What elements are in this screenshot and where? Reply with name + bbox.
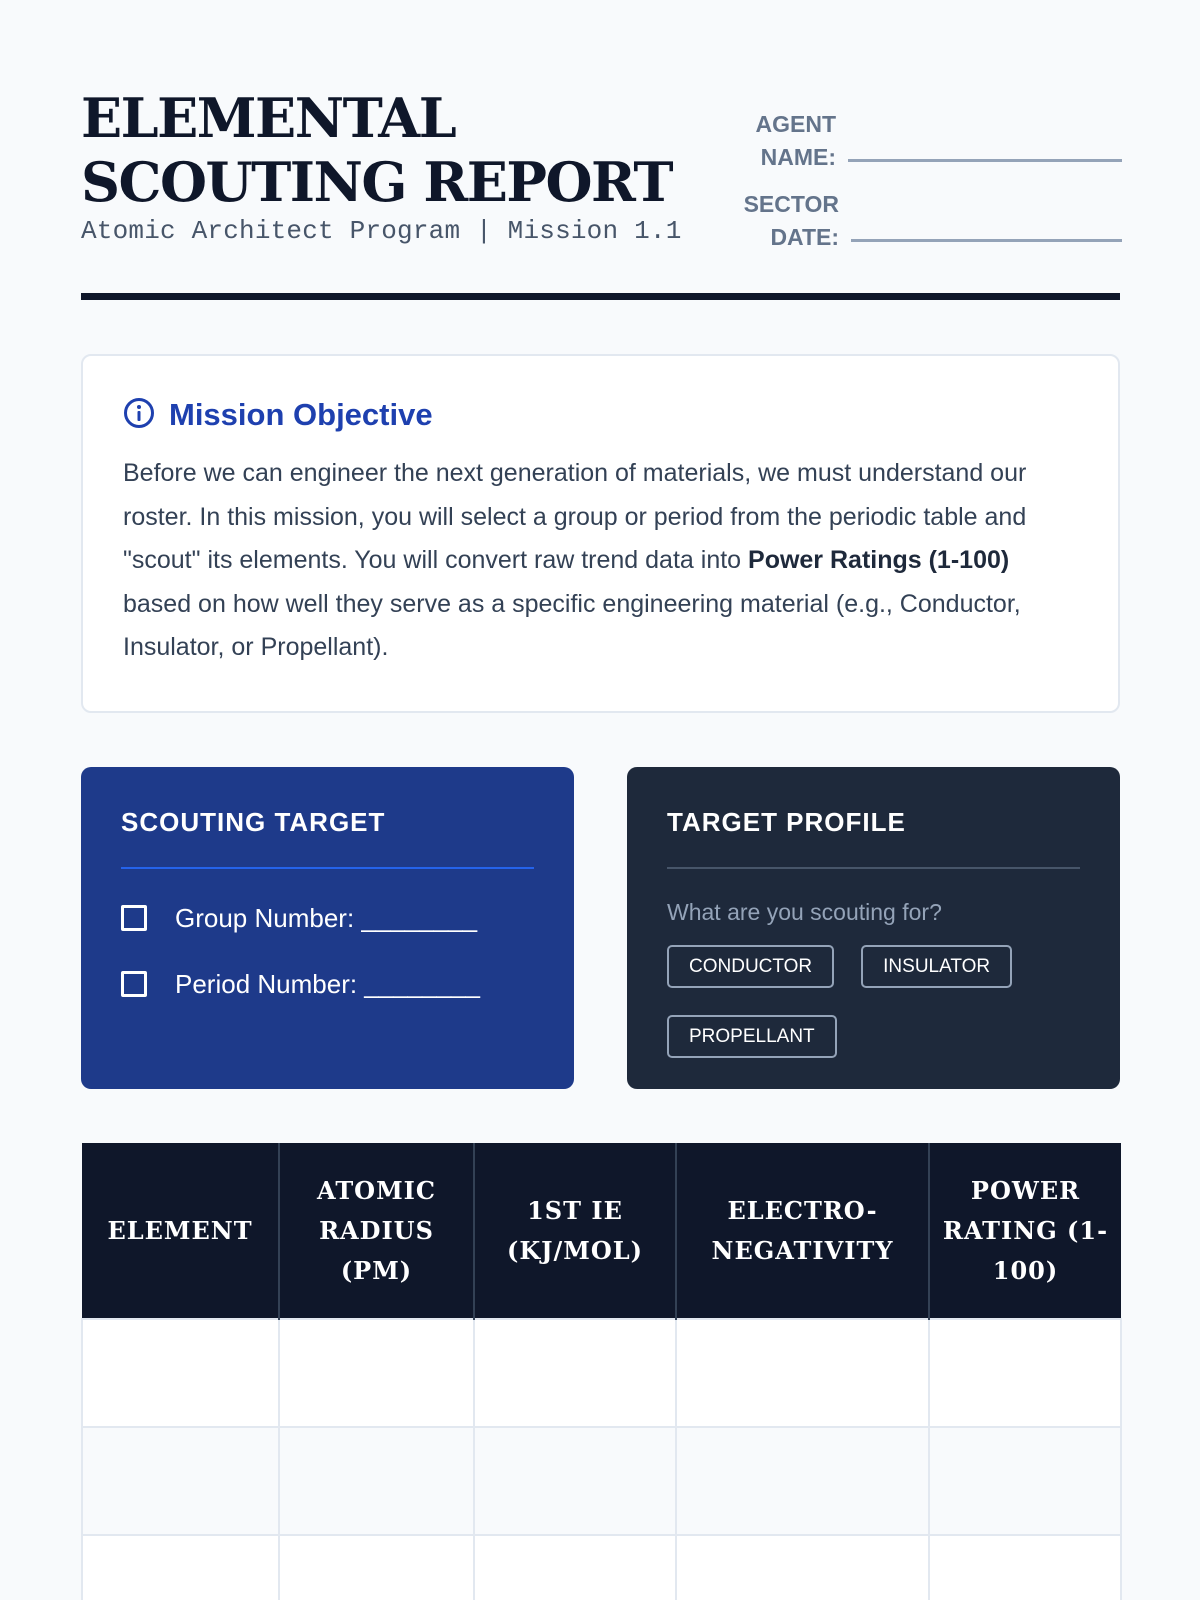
page-title bbox=[81, 86, 721, 214]
profile-chip-group bbox=[667, 945, 1087, 1085]
objective-heading bbox=[123, 392, 1078, 438]
table-cell[interactable] bbox=[82, 1535, 279, 1600]
table-cell[interactable] bbox=[279, 1535, 474, 1600]
table-cell[interactable] bbox=[82, 1319, 279, 1427]
power-rating-column-header: POWER RATING (1-100) bbox=[929, 1143, 1121, 1319]
table-cell[interactable] bbox=[279, 1427, 474, 1535]
objective-text: Before we can engineer the next generation of materials, we must understand our roster. In this mission, you will select a group or period from the periodic table and "scout" its elements. You will convert raw trend data into Power Ratings (1-100) based on how well they serve as a specific engineering material (e.g., Conductor, Insulator, or Propellant). bbox=[123, 459, 1027, 661]
electronegativity-column-header: ELECTRO- NEGATIVITY bbox=[676, 1143, 929, 1319]
group-number-option bbox=[121, 903, 534, 933]
scouting-report-page bbox=[81, 0, 1120, 1285]
mission-objective-card bbox=[81, 354, 1120, 713]
sector-date-line[interactable] bbox=[851, 239, 1122, 242]
table-cell[interactable] bbox=[929, 1319, 1121, 1427]
title-line-2: SCOUTING REPORT bbox=[81, 150, 673, 214]
agent-name-field bbox=[736, 108, 1122, 174]
scouting-target-card bbox=[81, 767, 574, 1089]
propellant-chip[interactable]: PROPELLANT bbox=[667, 1015, 837, 1058]
table-cell[interactable] bbox=[676, 1427, 929, 1535]
table-cell[interactable] bbox=[474, 1427, 676, 1535]
period-number-checkbox[interactable] bbox=[121, 971, 147, 997]
conductor-chip[interactable]: CONDUCTOR bbox=[667, 945, 834, 988]
table-row bbox=[82, 1535, 1121, 1600]
atomic-radius-column-header: ATOMIC RADIUS (PM) bbox=[279, 1143, 474, 1319]
scouting-table bbox=[81, 1143, 1120, 1600]
table-cell[interactable] bbox=[474, 1319, 676, 1427]
sector-date-field bbox=[736, 188, 1122, 254]
group-number-label: Group Number: ________ bbox=[175, 902, 478, 933]
agent-name-label: AGENT NAME: bbox=[755, 111, 836, 170]
target-profile-card bbox=[627, 767, 1120, 1089]
report-header bbox=[81, 0, 1120, 302]
table-row bbox=[82, 1427, 1121, 1535]
period-number-option bbox=[121, 969, 534, 999]
agent-name-line[interactable] bbox=[848, 159, 1122, 162]
page-subtitle: Atomic Architect Program | Mission 1.1 bbox=[81, 216, 682, 246]
target-profile-prompt: What are you scouting for? bbox=[667, 899, 942, 925]
title-line-1: ELEMENTAL bbox=[81, 86, 456, 150]
info-icon bbox=[123, 397, 155, 434]
target-profile-divider bbox=[667, 867, 1080, 869]
table-cell[interactable] bbox=[474, 1535, 676, 1600]
table-cell[interactable] bbox=[929, 1427, 1121, 1535]
sector-date-label: SECTOR DATE: bbox=[743, 191, 839, 250]
scouting-target-title: SCOUTING TARGET bbox=[121, 807, 386, 837]
table-cell[interactable] bbox=[929, 1535, 1121, 1600]
scouting-target-divider bbox=[121, 867, 534, 869]
table-row bbox=[82, 1319, 1121, 1427]
table-cell[interactable] bbox=[82, 1427, 279, 1535]
table-header-row bbox=[82, 1143, 1121, 1319]
table-cell[interactable] bbox=[676, 1535, 929, 1600]
group-number-checkbox[interactable] bbox=[121, 905, 147, 931]
ionization-energy-column-header: 1ST IE (KJ/MOL) bbox=[474, 1143, 676, 1319]
objective-title: Mission Objective bbox=[169, 397, 433, 432]
table-cell[interactable] bbox=[676, 1319, 929, 1427]
period-number-label: Period Number: ________ bbox=[175, 968, 480, 999]
header-divider bbox=[81, 293, 1120, 300]
table-cell[interactable] bbox=[279, 1319, 474, 1427]
element-column-header: ELEMENT bbox=[82, 1143, 279, 1319]
insulator-chip[interactable]: INSULATOR bbox=[861, 945, 1012, 988]
power-ratings-emphasis: Power Ratings (1-100) bbox=[748, 546, 1010, 574]
target-profile-title: TARGET PROFILE bbox=[667, 807, 906, 837]
